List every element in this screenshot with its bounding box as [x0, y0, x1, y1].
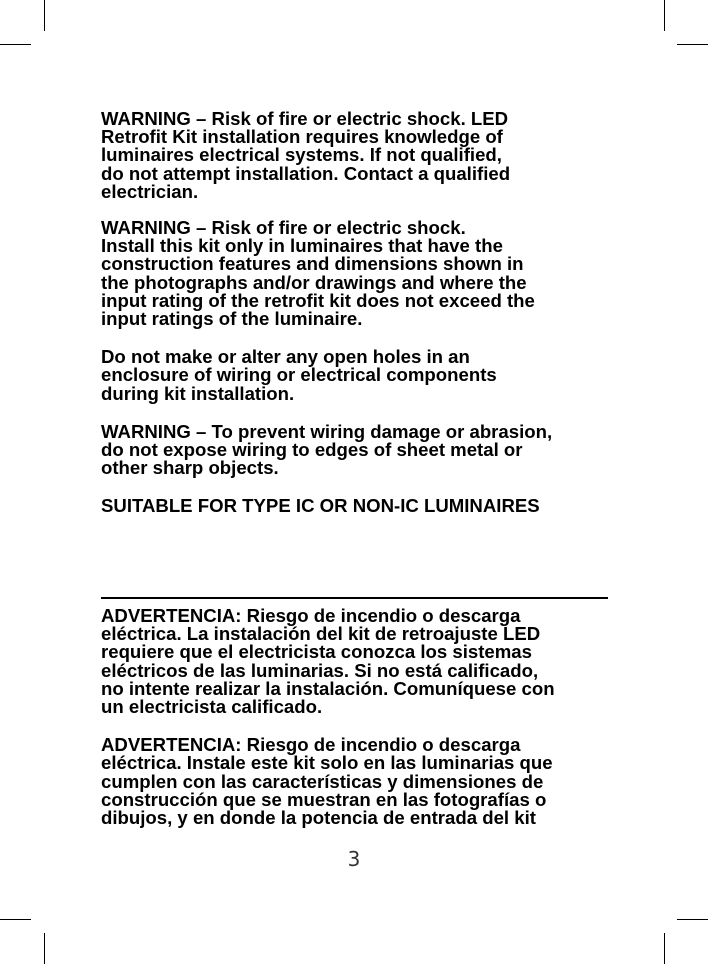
text-line: electrician.: [101, 180, 199, 202]
text-line: eléctrica. La instalación del kit de retroajuste LED: [101, 623, 541, 645]
text-line: the photographs and/or drawings and where the: [101, 271, 527, 293]
text-line: dibujos, y en donde la potencia de entrada del kit: [101, 807, 536, 829]
text-line: Install this kit only in luminaires that have the: [101, 235, 503, 257]
crop-mark-top-left-vertical: [44, 0, 45, 31]
text-line: construcción que se muestran en las fotografías o: [101, 788, 547, 810]
text-line: other sharp objects.: [101, 457, 279, 479]
text-line: WARNING – Risk of fire or electric shock.: [101, 217, 466, 239]
crop-mark-bottom-left-vertical: [44, 933, 45, 964]
text-line: SUITABLE FOR TYPE IC OR NON-IC LUMINAIRES: [101, 495, 540, 517]
text-line: construction features and dimensions shown in: [101, 253, 524, 275]
text-line: input ratings of the luminaire.: [101, 308, 363, 330]
page-number: 3: [347, 847, 361, 871]
text-line: cumplen con las características y dimensiones de: [101, 770, 544, 792]
text-line: un electricista calificado.: [101, 696, 323, 718]
crop-mark-top-right-horizontal: [677, 44, 708, 45]
crop-mark-bottom-left-horizontal: [0, 919, 31, 920]
text-line: requiere que el electricista conozca los sistemas: [101, 641, 532, 663]
crop-mark-top-right-vertical: [664, 0, 665, 31]
text-line: do not expose wiring to edges of sheet metal or: [101, 439, 523, 461]
english-warnings: [101, 110, 611, 516]
suitability-statement: [101, 497, 611, 515]
spanish-warnings: [101, 607, 611, 827]
text-line: no intente realizar la instalación. Comuníquese con: [101, 677, 555, 699]
text-line: input rating of the retrofit kit does not exceed the: [101, 289, 535, 311]
warning-wiring-damage: [101, 420, 611, 479]
text-line: WARNING – Risk of fire or electric shock. LED: [101, 108, 509, 129]
crop-mark-bottom-right-vertical: [664, 933, 665, 964]
text-line: Retrofit Kit installation requires knowledge of: [101, 126, 503, 148]
text-line: during kit installation.: [101, 382, 295, 404]
section-divider: [101, 597, 608, 599]
crop-mark-bottom-right-horizontal: [677, 919, 708, 920]
text-line: eléctricos de las luminarias. Si no está calificado,: [101, 659, 539, 681]
text-line: enclosure of wiring or electrical components: [101, 364, 497, 386]
text-line: Do not make or alter any open holes in an: [101, 346, 470, 368]
warning-fire-shock-install: [101, 219, 611, 328]
notice-open-holes: [101, 348, 611, 403]
text-line: do not attempt installation. Contact a qualified: [101, 162, 511, 184]
advertencia-calificacion: [101, 607, 611, 716]
warning-fire-shock-qualification: [101, 110, 611, 201]
crop-mark-top-left-horizontal: [0, 44, 31, 45]
text-line: WARNING – To prevent wiring damage or abrasion,: [101, 420, 553, 442]
text-line: luminaires electrical systems. If not qualified,: [101, 144, 502, 166]
text-line: ADVERTENCIA: Riesgo de incendio o descarga: [101, 734, 521, 756]
advertencia-instalacion: [101, 736, 611, 827]
text-line: eléctrica. Instale este kit solo en las luminarias que: [101, 752, 553, 774]
text-line: ADVERTENCIA: Riesgo de incendio o descarga: [101, 605, 521, 626]
